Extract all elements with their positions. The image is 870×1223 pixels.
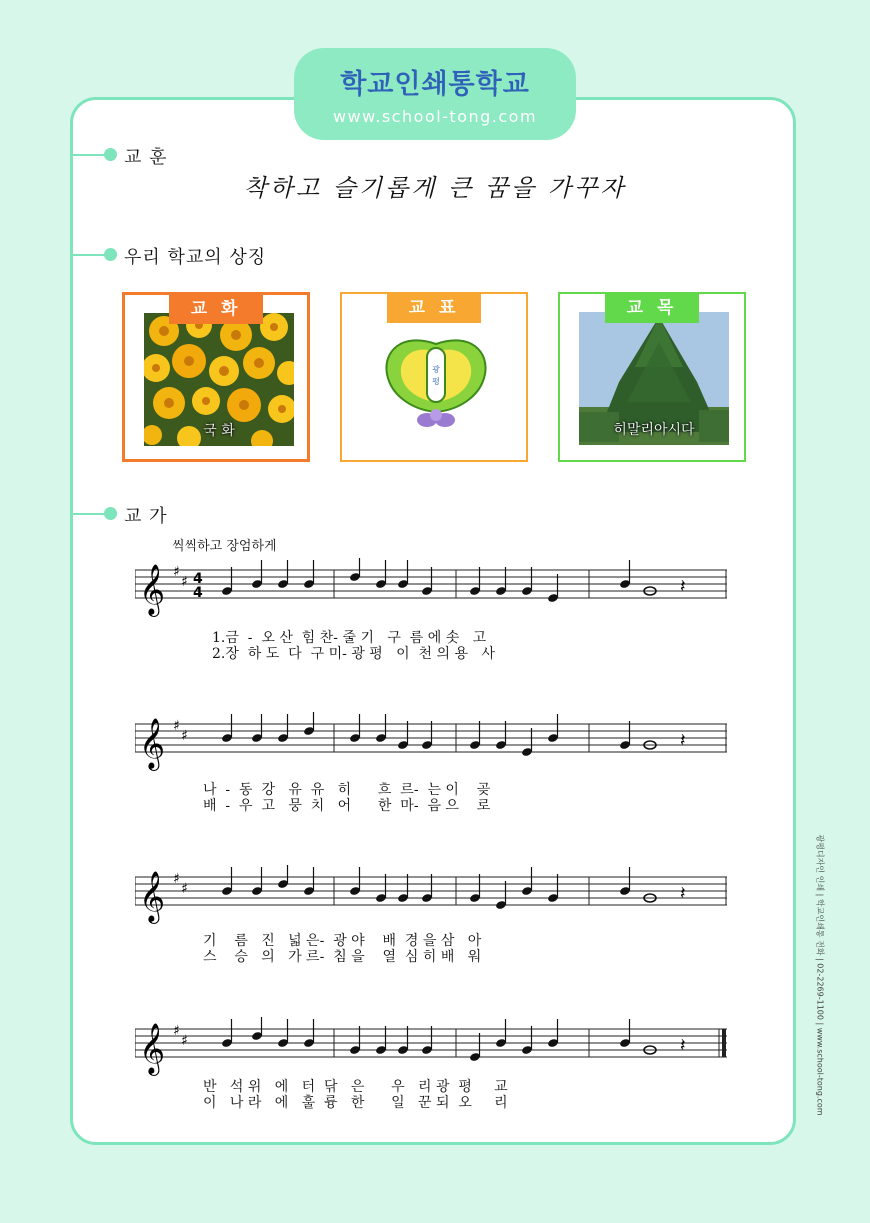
lyrics-line-4-verse-1: 반 석 위 에 터 닦 은 우 리 광 평 교 [203,1079,508,1095]
staff-lines [135,558,727,618]
symbols-section-title: 우리 학교의 상징 [124,247,267,268]
header-title: 학교인쇄통학교 [340,69,530,100]
staff-lines [135,712,727,772]
tree-caption: 히말리아시다 [613,422,695,438]
sharp-icon: ♯ [173,718,180,734]
sharp-icon: ♯ [173,564,180,580]
section-bullet [104,148,117,161]
time-signature: 4 [193,571,203,587]
tempo-marking: 씩씩하고 장엄하게 [172,539,277,554]
svg-text:평: 평 [432,377,440,386]
emblem-label: 교 표 [387,294,481,323]
treble-clef-icon: 𝄞 [139,564,166,615]
section-connector [70,513,108,515]
section-bullet [104,248,117,261]
treble-clef-icon: 𝄞 [139,1023,166,1074]
lyrics-line-4-verse-2: 이 나 라 에 훌 륭 한 일 꾼 되 오 리 [203,1095,508,1111]
lyrics-line-3-verse-2: 스 승 의 가 르- 침 을 열 심 히 배 워 [203,949,482,965]
sharp-icon: ♯ [181,574,188,590]
flower-caption: 국 화 [203,423,235,439]
header-url[interactable]: www.school-tong.com [332,107,538,126]
school-emblem-card [340,292,528,462]
footer-contact-text: 광평디자인 인쇄 | 학교인쇄통 전화 | 02-2269-1100 | www.school-tong.com [815,834,825,1116]
staff-lines [135,865,727,925]
sharp-icon: ♯ [173,1023,180,1039]
flower-label: 교 화 [169,295,263,324]
school-flower-card [122,292,310,462]
sharp-icon: ♯ [173,871,180,887]
quarter-rest-icon: 𝄽 [680,730,686,751]
lyrics-line-3-verse-1: 기 름 진 넓 은- 광 야 배 경 을 삼 아 [203,933,482,949]
lyrics-line-1-verse-2: 2.장 하 도 다 구 미- 광 평 이 천 의 용 사 [212,646,495,662]
sharp-icon: ♯ [181,881,188,897]
lyrics-line-2-verse-2: 배 - 우 고 뭉 치 어 한 마- 음 으 로 [203,798,491,814]
song-section-title: 교 가 [124,506,168,527]
motto-section-title: 교 훈 [124,147,168,168]
treble-clef-icon: 𝄞 [139,871,166,922]
lyrics-line-2-verse-1: 나 - 동 강 유 유 히 흐 르- 는 이 곶 [203,782,491,798]
tree-label: 교 목 [605,294,699,323]
treble-clef-icon: 𝄞 [139,718,166,769]
header-badge [294,48,576,140]
quarter-rest-icon: 𝄽 [680,1035,686,1056]
school-motto: 착하고 슬기롭게 큰 꿈을 가꾸자 [243,174,627,202]
section-connector [70,154,108,156]
vertical-footer [812,834,828,1116]
emblem-text: 광 [432,365,440,374]
sharp-icon: ♯ [181,1033,188,1049]
svg-text:4: 4 [193,585,203,601]
staff-lines [135,1017,727,1077]
school-tree-card [558,292,746,462]
sharp-icon: ♯ [181,728,188,744]
quarter-rest-icon: 𝄽 [680,576,686,597]
himalayan-cedar-photo [579,312,729,445]
school-emblem-icon [361,312,511,445]
section-bullet [104,507,117,520]
lyrics-line-1-verse-1: 1.금 - 오 산 힘 찬- 줄 기 구 름 에 솟 고 [212,630,487,646]
chrysanthemum-photo [144,313,294,446]
quarter-rest-icon: 𝄽 [680,883,686,904]
section-connector [70,254,108,256]
